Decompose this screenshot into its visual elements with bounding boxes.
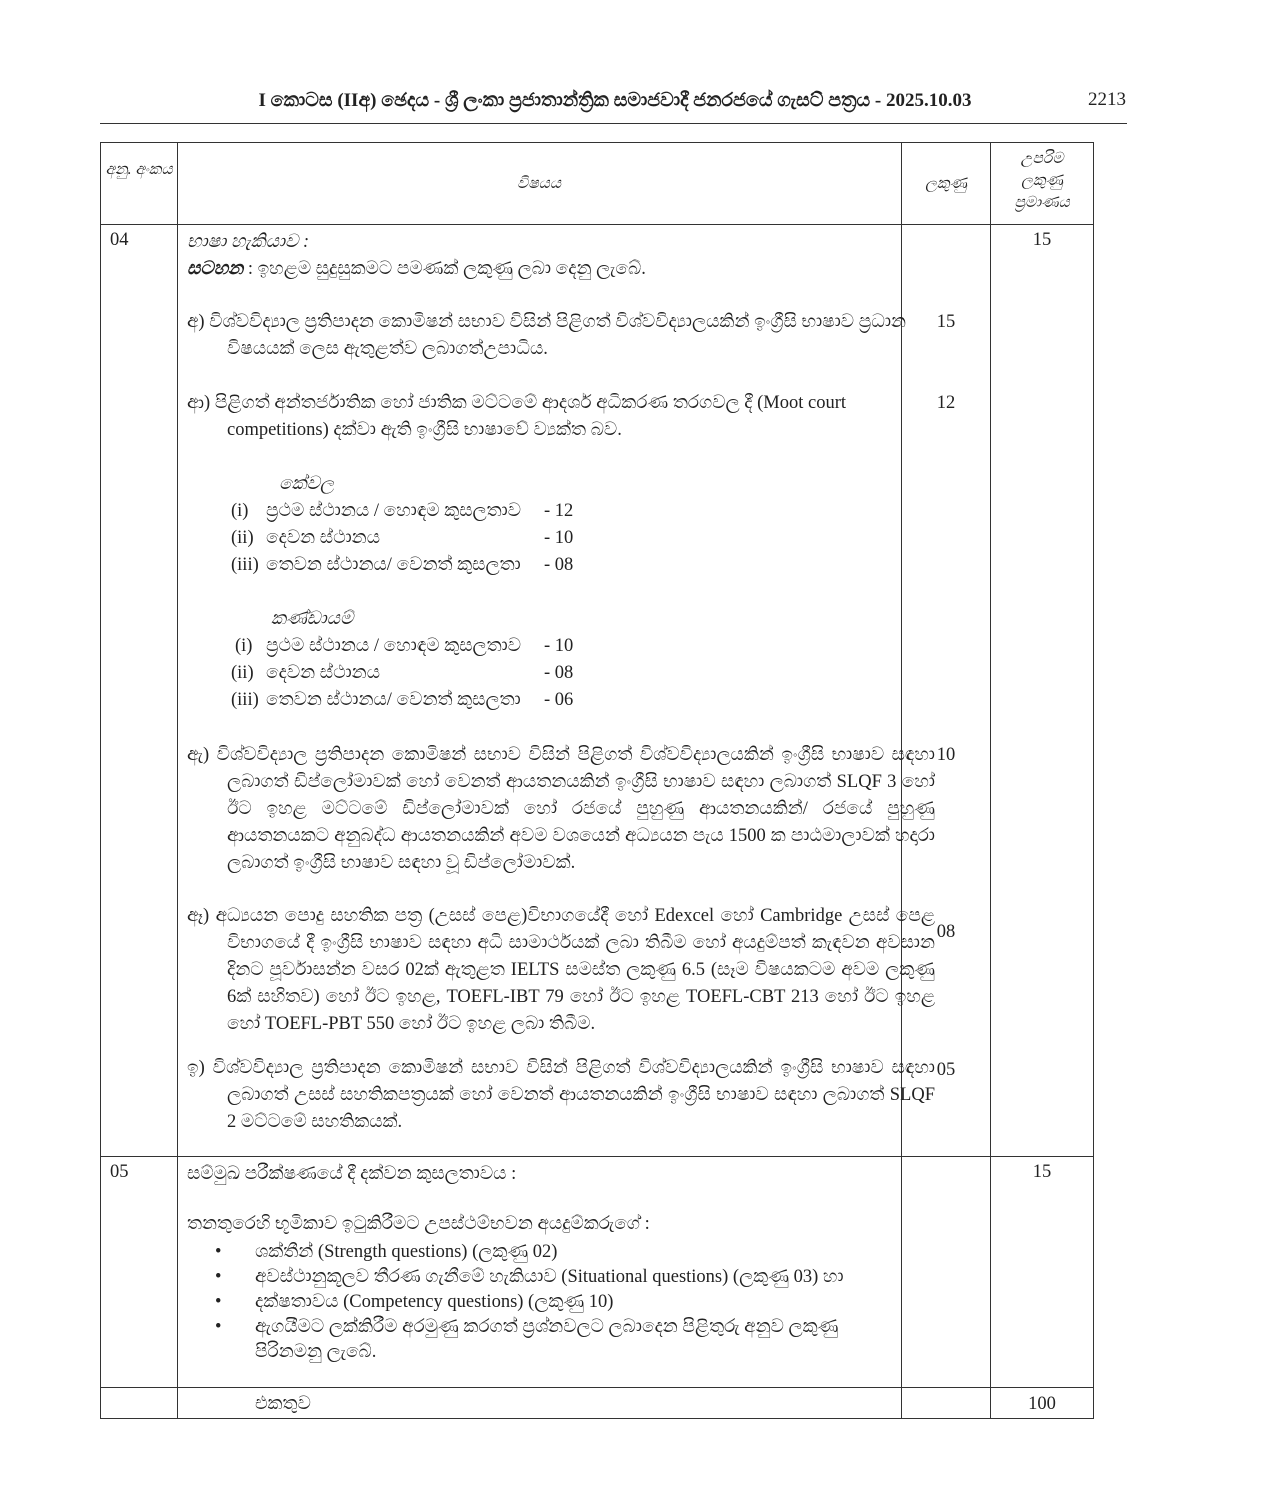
row-number: 05 xyxy=(110,1162,129,1182)
list-item-number: (ii) xyxy=(231,663,254,683)
criterion-aa-marks: 12 xyxy=(936,393,956,413)
total-label: එකතුව xyxy=(255,1394,311,1414)
row-max-marks: 15 xyxy=(1032,230,1052,250)
criterion-aee: ඈ) අධ්‍යයන පොදු සහතික පත්‍ර (උසස් පෙළ)විභාගයේදී හෝ Edexcel හෝ Cambridge උසස් පෙළ විභාගයේ දී ඉංග්‍රීසි භාෂාව සඳහා අධි සාමාර්ථයක් ලබා තිබීම හෝ අයදුම්පත් කැඳවන අවසාන දිනට පූර්වාසන්න වසර 02ක් ඇතුළත IELTS සමස්ත ලකුණු 6.5 (සෑම විෂයකටම අවම ලකුණු 6ක් සහිතව) හෝ ඊට ඉහළ, TOEFL-IBT 79 හෝ ඊට ඉහළ TOEFL-CBT 213 හෝ ඊට ඉහළ හෝ TOEFL-PBT 550 හෝ ඊට ඉහළ ලබා තිබීම. xyxy=(187,906,935,1034)
page-number: 2213 xyxy=(1088,89,1126,110)
list-item-value: - 12 xyxy=(544,501,574,521)
list-item-value: - 06 xyxy=(544,690,574,710)
individual-heading: කේවල xyxy=(279,474,335,494)
total-value: 100 xyxy=(1028,1394,1056,1414)
section-title: සම්මුඛ පරීක්ෂණයේ දී දක්වන කුසලතාවය : xyxy=(187,1164,517,1184)
list-item-value: - 08 xyxy=(544,663,574,683)
note-text: : ඉහළම සුදුසුකමට පමණක් ලකුණු ලබා දෙනු ලැබේ. xyxy=(243,259,646,279)
column-divider xyxy=(990,143,991,1418)
marks-table xyxy=(100,142,1094,1419)
list-item-label: ප්‍රථම ස්ථානය / හොඳම කුසලතාව xyxy=(266,501,522,521)
list-item: • ඇගයීමට ලක්කිරීම අරමුණු කරගත් ප්‍රශ්නවලට ලබාදෙන පිළිතුරු අනුව ලකුණු පිරිනමනු ලැබේ. xyxy=(215,1315,855,1365)
list-item-label: තෙවන ස්ථානය/ වෙනත් කුසලතා xyxy=(266,555,521,575)
criterion-i: ඉ) විශ්වවිද්‍යාල ප්‍රතිපාදන කොමිෂන් සභාව විසින් පිළිගත් විශ්වවිද්‍යාලයකින් ඉංග්‍රීසි භාෂාව සඳහා ලබාගත් උසස් සහතිකපත්‍රයක් හෝ වෙනත් ආයතනයකින් ඉංග්‍රීසි භාෂාව සඳහා ලබාගත් SLQF 2 මට්ටමේ සහතිකයක්. xyxy=(187,1058,935,1132)
list-item-label: තෙවන ස්ථානය/ වෙනත් කුසලතා xyxy=(266,690,521,710)
section-title: භාෂා හැකියාව : xyxy=(187,232,310,252)
row-divider xyxy=(101,1156,1093,1157)
list-item-value: - 08 xyxy=(544,555,574,575)
row-max-marks: 15 xyxy=(1032,1162,1052,1182)
criterion-aa: ආ) පිළිගත් අන්තර්ජාතික හෝ ජාතික මට්ටමේ ආදර්ශ අධිකරණ තරගවල දී (Moot court competitions) දක්වා ඇති ඉංග්‍රීසි භාෂාවේ ව්‍යක්ත බව. xyxy=(187,393,847,440)
column-header-subject: විෂයය xyxy=(517,175,561,192)
list-item-label: දෙවන ස්ථානය xyxy=(266,663,380,683)
row-divider xyxy=(101,1387,1093,1388)
column-header-serial: අනු. අංකය xyxy=(105,161,173,178)
list-item-label: දෙවන ස්ථානය xyxy=(266,528,380,548)
row-number: 04 xyxy=(110,230,129,250)
list-item-number: (iii) xyxy=(231,555,259,575)
interview-criteria-list xyxy=(215,1240,855,1365)
group-heading: කණ්ඩායම් xyxy=(271,609,354,629)
criterion-ae: ඇ) විශ්වවිද්‍යාල ප්‍රතිපාදන කොමිෂන් සභාව විසින් පිළිගත් විශ්වවිද්‍යාලයකින් ඉංග්‍රීසි භාෂාව සඳහා ලබාගත් ඩිප්ලෝමාවක් හෝ වෙනත් ආයතනයකින් ඉංග්‍රීසි භාෂාව සඳහා ලබාගත් SLQF 3 හෝ ඊට ඉහළ මට්ටමේ ඩිප්ලෝමාවක් හෝ රජයේ පුහුණු ආයතනයකින්/ රජයේ පුහුණු ආයතනයකට අනුබද්ධ ආයතනයකින් අවම වශයෙන් අධ්‍යයන පැය 1500 ක පාඨමාලාවක් හදාරා ලබාගත් ඉංග්‍රීසි භාෂාව සඳහා වූ ඩිප්ලෝමාවක්. xyxy=(187,745,935,873)
column-divider xyxy=(177,143,178,1418)
criterion-aee-marks: 08 xyxy=(936,922,956,942)
list-item: • දක්ෂතාවය (Competency questions) (ලකුණු 10) xyxy=(215,1290,855,1315)
list-item: • ශක්තීන් (Strength questions) (ලකුණු 02) xyxy=(215,1240,855,1265)
criterion-a-marks: 15 xyxy=(936,312,956,332)
list-item-number: (i) xyxy=(231,501,249,521)
criterion-i-marks: 05 xyxy=(936,1060,956,1080)
section-note xyxy=(187,256,646,283)
header-rule xyxy=(100,123,1127,124)
criterion-a: අ) විශ්වවිද්‍යාල ප්‍රතිපාදන කොමිෂන් සභාව විසින් පිළිගත් විශ්වවිද්‍යාලයකින් ඉංග්‍රීසි භාෂාව ප්‍රධාන විෂයයක් ලෙස ඇතුළත්ව ලබාගත්උපාධිය. xyxy=(187,312,907,359)
list-item-number: (ii) xyxy=(231,528,254,548)
gazette-header-title: I කොටස (IIඅ) ඡෙදය - ශ්‍රී ලංකා ප්‍රජාතාන්ත්‍රික සමාජවාදී ජනරජයේ ගැසට් පත්‍රය - 2025.10.03 xyxy=(258,90,972,111)
section-intro: තනතුරෙහි භූමිකාව ඉටුකිරීමට උපස්ථම්භවන අයදුම්කරුගේ : xyxy=(187,1214,650,1234)
list-item-label: ප්‍රථම ස්ථානය / හොඳම කුසලතාව xyxy=(266,636,522,656)
column-header-marks: ලකුණු xyxy=(925,175,967,192)
row-divider xyxy=(101,224,1093,225)
column-header-max-marks: උපරිම ලකුණු ප්‍රමාණය xyxy=(1014,150,1070,211)
list-item: • අවස්ථානුකූලව තීරණ ගැනීමේ හැකියාව (Situational questions) (ලකුණු 03) හා xyxy=(215,1265,855,1290)
list-item-number: (iii) xyxy=(231,690,259,710)
list-item-number: (i) xyxy=(235,636,253,656)
list-item-value: - 10 xyxy=(544,528,574,548)
criterion-ae-marks: 10 xyxy=(936,745,956,765)
note-label: සටහන xyxy=(187,259,244,279)
list-item-value: - 10 xyxy=(544,636,574,656)
